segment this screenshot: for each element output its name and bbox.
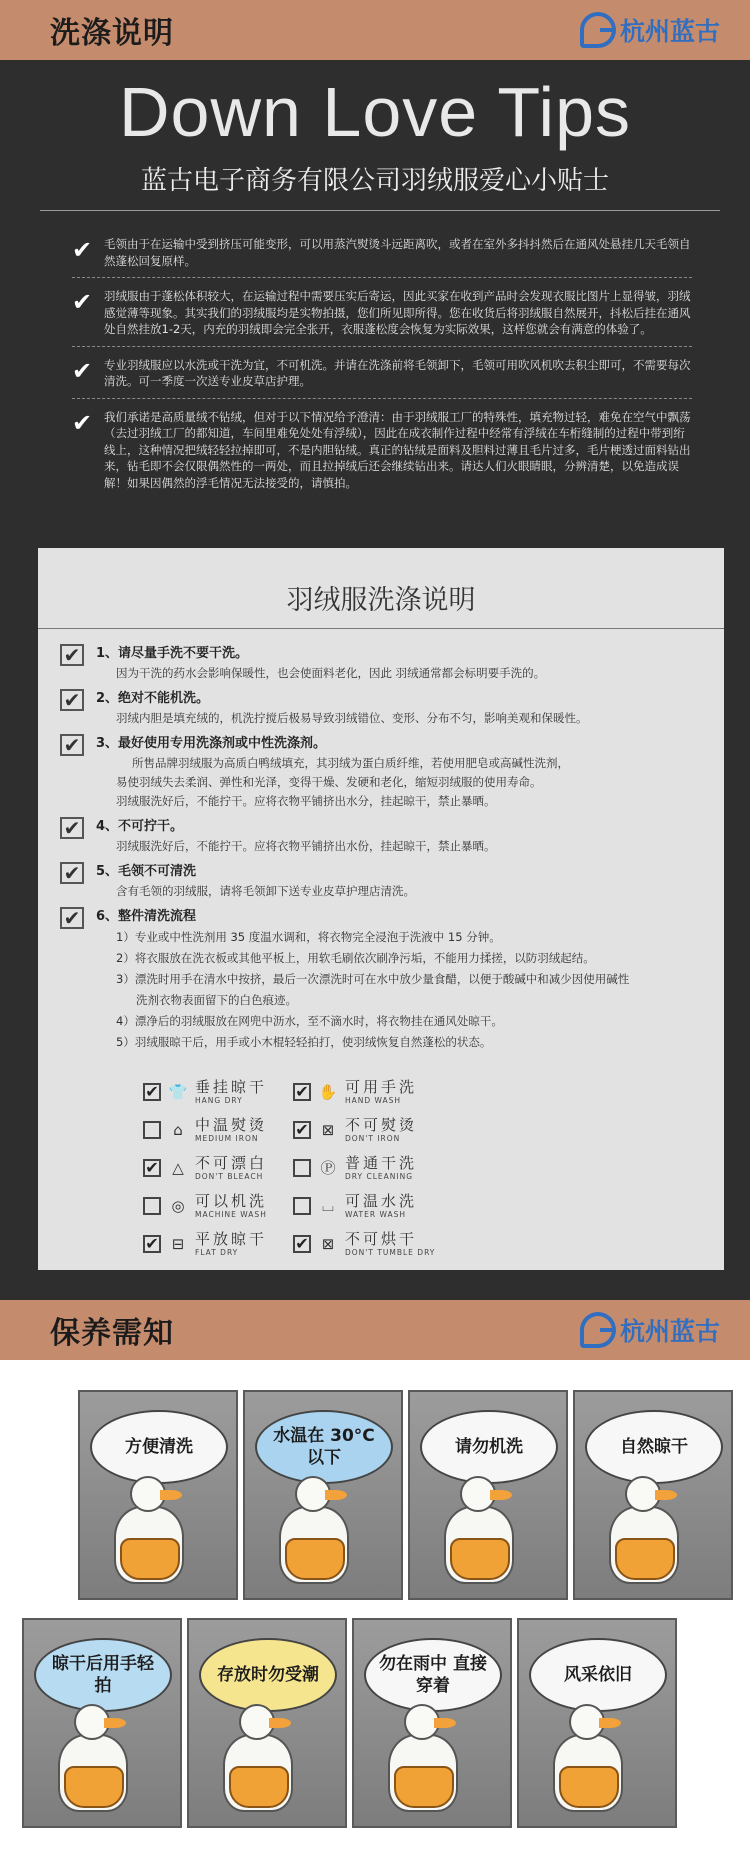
duck-beak bbox=[599, 1718, 621, 1728]
comic-caption: 请勿机洗 bbox=[455, 1437, 523, 1457]
checkbox-checked-icon: ✔ bbox=[143, 1159, 161, 1177]
checkbox-checked-icon: ✔ bbox=[293, 1083, 311, 1101]
care-symbol-label bbox=[345, 1231, 435, 1257]
machine-wash-icon: ◎ bbox=[171, 1197, 185, 1215]
duck-beak bbox=[160, 1490, 182, 1500]
care-symbol-en: HAND WASH bbox=[345, 1096, 402, 1105]
section-title-care: 保养需知 bbox=[50, 1316, 174, 1351]
care-symbol-cn: 垂挂晾干 bbox=[195, 1078, 268, 1096]
care-symbol-en: DON'T TUMBLE DRY bbox=[345, 1248, 436, 1257]
duck-beak bbox=[325, 1490, 347, 1500]
down-jacket-illustration bbox=[394, 1766, 454, 1808]
rule-text: 所售品牌羽绒服为高质白鸭绒填充，其羽绒为蛋白质纤维，若使用肥皂或高碱性洗剂， bbox=[132, 756, 569, 770]
checkbox-checked-icon: ✔ bbox=[293, 1235, 311, 1253]
care-symbol-en: MEDIUM IRON bbox=[195, 1134, 259, 1143]
wash-step: 2）将衣服放在洗衣板或其他平板上，用软毛刷依次刷净污垢，不能用力揉搓，以防羽绒起结。 bbox=[116, 951, 595, 965]
wash-rules-list bbox=[60, 644, 710, 1059]
care-symbol-label bbox=[345, 1079, 417, 1105]
tip-item bbox=[72, 232, 692, 278]
tips-title-cn: 蓝古电子商务有限公司羽绒服爱心小贴士 bbox=[140, 166, 609, 196]
down-jacket-illustration bbox=[285, 1538, 345, 1580]
wash-rule bbox=[60, 817, 710, 856]
wash-rule bbox=[60, 689, 710, 728]
down-jacket-illustration bbox=[615, 1538, 675, 1580]
checkbox-checked-icon: ✔ bbox=[60, 862, 84, 884]
wash-rule bbox=[60, 907, 710, 1053]
down-jacket-illustration bbox=[120, 1538, 180, 1580]
wash-steps bbox=[96, 927, 710, 1053]
down-jacket-illustration bbox=[229, 1766, 289, 1808]
checkbox-empty-icon bbox=[293, 1159, 311, 1177]
comic-panel bbox=[78, 1390, 238, 1600]
checkbox-checked-icon: ✔ bbox=[60, 644, 84, 666]
rule-heading: 5、毛领不可清洗 bbox=[96, 864, 197, 879]
brand-name: 杭州蓝古 bbox=[619, 17, 720, 46]
care-symbol-label bbox=[345, 1155, 417, 1181]
care-symbol-label bbox=[195, 1193, 267, 1219]
brand-name: 杭州蓝古 bbox=[619, 1317, 720, 1346]
comic-caption: 自然晾干 bbox=[620, 1437, 688, 1457]
checkbox-checked-icon: ✔ bbox=[143, 1235, 161, 1253]
comic-panel bbox=[352, 1618, 512, 1828]
wash-step: 1）专业或中性洗剂用 35 度温水调和，将衣物完全浸泡于洗液中 15 分钟。 bbox=[116, 930, 501, 944]
checkbox-empty-icon bbox=[293, 1197, 311, 1215]
care-symbol-label bbox=[345, 1117, 417, 1143]
down-jacket-illustration bbox=[64, 1766, 124, 1808]
flat-dry-icon: ⊟ bbox=[171, 1235, 185, 1253]
rule-text: 因为干洗的药水会影响保暖性，也会使面料老化，因此 羽绒通常都会标明要手洗的。 bbox=[116, 666, 546, 680]
care-symbol-cn: 平放晾干 bbox=[195, 1230, 268, 1248]
no-iron-icon: ⊠ bbox=[321, 1121, 335, 1139]
brand-logo[interactable] bbox=[580, 1312, 720, 1348]
rule-text: 羽绒内胆是填充绒的，机洗拧搅后极易导致羽绒错位、变形、分布不匀，影响美观和保暖性。 bbox=[116, 711, 588, 725]
brand-logo-icon bbox=[580, 1312, 616, 1348]
comic-row bbox=[22, 1618, 677, 1828]
care-symbol bbox=[143, 1078, 293, 1106]
speech-cloud bbox=[585, 1410, 723, 1484]
care-symbol-cn: 可以机洗 bbox=[195, 1192, 268, 1210]
rule-heading: 2、绝对不能机洗。 bbox=[96, 691, 210, 706]
iron-icon: ⌂ bbox=[173, 1121, 183, 1139]
wash-rule bbox=[60, 644, 710, 683]
duck-beak bbox=[434, 1718, 456, 1728]
rule-text: 易使羽绒失去柔润、弹性和光泽，变得干燥、发硬和老化，缩短羽绒服的使用寿命。 bbox=[116, 775, 542, 789]
care-symbol-cn: 可温水洗 bbox=[345, 1192, 418, 1210]
care-symbol-cn: 不可烘干 bbox=[345, 1230, 418, 1248]
tip-item bbox=[72, 405, 692, 500]
rule-heading: 1、请尽量手洗不要干洗。 bbox=[96, 646, 249, 661]
hanging-shirt-icon: 👕 bbox=[168, 1083, 188, 1101]
comic-caption: 水温在 30°C以下 bbox=[273, 1426, 375, 1468]
divider bbox=[38, 628, 724, 629]
divider bbox=[40, 210, 720, 211]
tip-item bbox=[72, 284, 692, 347]
water-wash-icon: ⌴ bbox=[321, 1197, 334, 1215]
care-symbols-grid bbox=[143, 1078, 443, 1258]
duck-beak bbox=[490, 1490, 512, 1500]
tips-title-en: Down Love Tips bbox=[118, 73, 632, 151]
checkbox-checked-icon: ✔ bbox=[143, 1083, 161, 1101]
down-jacket-illustration bbox=[450, 1538, 510, 1580]
tip-item bbox=[72, 353, 692, 399]
wash-instructions-card bbox=[38, 548, 724, 1270]
care-symbol-cn: 不可漂白 bbox=[195, 1154, 268, 1172]
care-symbol-en: DON'T BLEACH bbox=[195, 1172, 264, 1181]
comic-caption: 风采依旧 bbox=[564, 1665, 632, 1685]
speech-cloud bbox=[90, 1410, 228, 1484]
care-symbol-en: DRY CLEANING bbox=[345, 1172, 414, 1181]
wash-step: 洗剂衣物表面留下的白色痕迹。 bbox=[136, 993, 297, 1007]
no-bleach-icon: △ bbox=[172, 1159, 184, 1177]
care-symbol-label bbox=[195, 1117, 267, 1143]
brand-logo[interactable] bbox=[580, 12, 720, 48]
rule-heading: 4、不可拧干。 bbox=[96, 819, 184, 834]
tip-text: 羽绒服由于蓬松体积较大，在运输过程中需要压实后寄运，因此买家在收到产品时会发现衣服比图片上显得皱，羽绒感觉薄等现象。其实我们的羽绒服均是实物拍摄，您们所见即所得。您在收货后将羽绒服自然展开，抖松后挂在通风处自然挂放1-2天，内充的羽绒即会完全张开，衣服蓬松度会恢复为实际效果，这样您就会有满意的体验了。 bbox=[104, 289, 691, 336]
care-symbol bbox=[143, 1192, 293, 1220]
care-symbol bbox=[293, 1154, 443, 1182]
comic-panel bbox=[517, 1618, 677, 1828]
wash-step: 3）漂洗时用手在清水中按挤，最后一次漂洗时可在水中放少量食醋，以便于酸碱中和减少因使用碱性 bbox=[116, 972, 630, 986]
comic-caption: 勿在雨中 直接穿着 bbox=[379, 1654, 487, 1696]
duck-beak bbox=[104, 1718, 126, 1728]
care-symbol-label bbox=[195, 1155, 267, 1181]
speech-cloud bbox=[529, 1638, 667, 1712]
duck-beak bbox=[655, 1490, 677, 1500]
header-bar-care bbox=[0, 1300, 750, 1360]
rule-heading: 3、最好使用专用洗涤剂或中性洗涤剂。 bbox=[96, 736, 327, 751]
care-symbol-en: DON'T IRON bbox=[345, 1134, 401, 1143]
checkbox-empty-icon bbox=[143, 1121, 161, 1139]
checkbox-checked-icon: ✔ bbox=[60, 734, 84, 756]
comic-caption: 存放时勿受潮 bbox=[217, 1665, 319, 1685]
no-tumble-dry-icon: ⊠ bbox=[321, 1235, 335, 1253]
speech-cloud bbox=[420, 1410, 558, 1484]
care-symbol-cn: 中温熨烫 bbox=[195, 1116, 268, 1134]
rule-text: 羽绒服洗好后，不能拧干。应将衣物平铺挤出水分，挂起晾干，禁止暴晒。 bbox=[116, 794, 496, 808]
check-icon: ✔ bbox=[72, 236, 93, 264]
comic-caption: 方便清洗 bbox=[125, 1437, 193, 1457]
care-symbol-label bbox=[195, 1231, 267, 1257]
speech-cloud bbox=[255, 1410, 393, 1484]
speech-cloud bbox=[34, 1638, 172, 1712]
care-symbol bbox=[143, 1230, 293, 1258]
checkbox-checked-icon: ✔ bbox=[293, 1121, 311, 1139]
care-symbol-en: MACHINE WASH bbox=[195, 1210, 267, 1219]
check-icon: ✔ bbox=[72, 288, 93, 316]
comic-panel bbox=[573, 1390, 733, 1600]
wash-rule bbox=[60, 862, 710, 901]
comic-panel bbox=[22, 1618, 182, 1828]
comic-row bbox=[78, 1390, 733, 1600]
comic-panel bbox=[243, 1390, 403, 1600]
check-icon: ✔ bbox=[72, 408, 93, 437]
care-symbol-en: WATER WASH bbox=[345, 1210, 407, 1219]
care-symbol bbox=[293, 1192, 443, 1220]
care-symbol bbox=[293, 1116, 443, 1144]
care-symbol-cn: 不可熨烫 bbox=[345, 1116, 418, 1134]
care-symbol-label bbox=[345, 1193, 417, 1219]
tips-list bbox=[72, 232, 692, 505]
care-symbol-en: FLAT DRY bbox=[195, 1248, 239, 1257]
tip-text: 专业羽绒服应以水洗或干洗为宜，不可机洗。并请在洗涤前将毛领卸下，毛领可用吹风机吹去积尘即可，不需要每次清洗。可一季度一次送专业皮草店护理。 bbox=[104, 357, 691, 388]
care-comics-section bbox=[0, 1360, 750, 1865]
rule-text: 含有毛领的羽绒服，请将毛领卸下送专业皮草护理店清洗。 bbox=[116, 884, 415, 898]
dry-clean-icon: Ⓟ bbox=[320, 1159, 336, 1177]
section-title-wash: 洗涤说明 bbox=[50, 16, 174, 51]
checkbox-empty-icon bbox=[143, 1197, 161, 1215]
checkbox-checked-icon: ✔ bbox=[60, 907, 84, 929]
comic-panel bbox=[408, 1390, 568, 1600]
care-symbol bbox=[143, 1154, 293, 1182]
care-symbol bbox=[293, 1078, 443, 1106]
brand-logo-icon bbox=[580, 12, 616, 48]
hand-wash-icon: ✋ bbox=[318, 1083, 338, 1101]
comic-caption: 晾干后用手轻拍 bbox=[52, 1654, 154, 1696]
check-icon: ✔ bbox=[72, 356, 93, 385]
care-symbol-en: HANG DRY bbox=[195, 1096, 243, 1105]
wash-step: 5）羽绒服晾干后，用手或小木棍轻轻拍打，使羽绒恢复自然蓬松的状态。 bbox=[116, 1035, 492, 1049]
wash-step: 4）漂净后的羽绒服放在网兜中沥水，至不滴水时，将衣物挂在通风处晾干。 bbox=[116, 1014, 503, 1028]
tip-text: 我们承诺是高质量绒不钻绒，但对于以下情况给予澄清：由于羽绒服工厂的特殊性，填充物过轻，难免在空气中飘荡（去过羽绒工厂的都知道，车间里难免处处有浮绒），因此在成衣制作过程中经常有浮绒在车桁缝制的过程中带到绗线上，这种情况把绒轻轻拉掉即可，不是内胆钻绒。真正的钻绒是面料及胆料过薄且毛片过多，毛片梗透过面料钻出来，钻毛即不会仅限偶然性的一两处，而且拉掉绒后还会继续钻出来。请达人们火眼睛眼，分辨清楚，以免造成误解！如果因偶然的浮毛情况无法接受的，请慎拍。 bbox=[104, 409, 691, 490]
care-symbol bbox=[293, 1230, 443, 1258]
wash-rule bbox=[60, 734, 710, 811]
tips-section bbox=[0, 60, 750, 1300]
down-jacket-illustration bbox=[559, 1766, 619, 1808]
comic-panel bbox=[187, 1618, 347, 1828]
speech-cloud bbox=[199, 1638, 337, 1712]
rule-text: 羽绒服洗好后，不能拧干。应将衣物平铺挤出水份，挂起晾干，禁止暴晒。 bbox=[116, 839, 496, 853]
duck-beak bbox=[269, 1718, 291, 1728]
care-symbol-label bbox=[195, 1079, 267, 1105]
care-symbol bbox=[143, 1116, 293, 1144]
checkbox-checked-icon: ✔ bbox=[60, 817, 84, 839]
care-symbol-cn: 可用手洗 bbox=[345, 1078, 418, 1096]
rule-heading: 6、整件清洗流程 bbox=[96, 909, 197, 924]
header-bar-wash bbox=[0, 0, 750, 60]
checkbox-checked-icon: ✔ bbox=[60, 689, 84, 711]
care-symbol-cn: 普通干洗 bbox=[345, 1154, 418, 1172]
tip-text: 毛领由于在运输中受到挤压可能变形，可以用蒸汽熨烫斗远距离吹，或者在室外多抖抖然后在通风处悬挂几天毛领自然蓬松回复原样。 bbox=[104, 237, 691, 268]
speech-cloud bbox=[364, 1638, 502, 1712]
wash-card-title: 羽绒服洗涤说明 bbox=[286, 585, 476, 616]
